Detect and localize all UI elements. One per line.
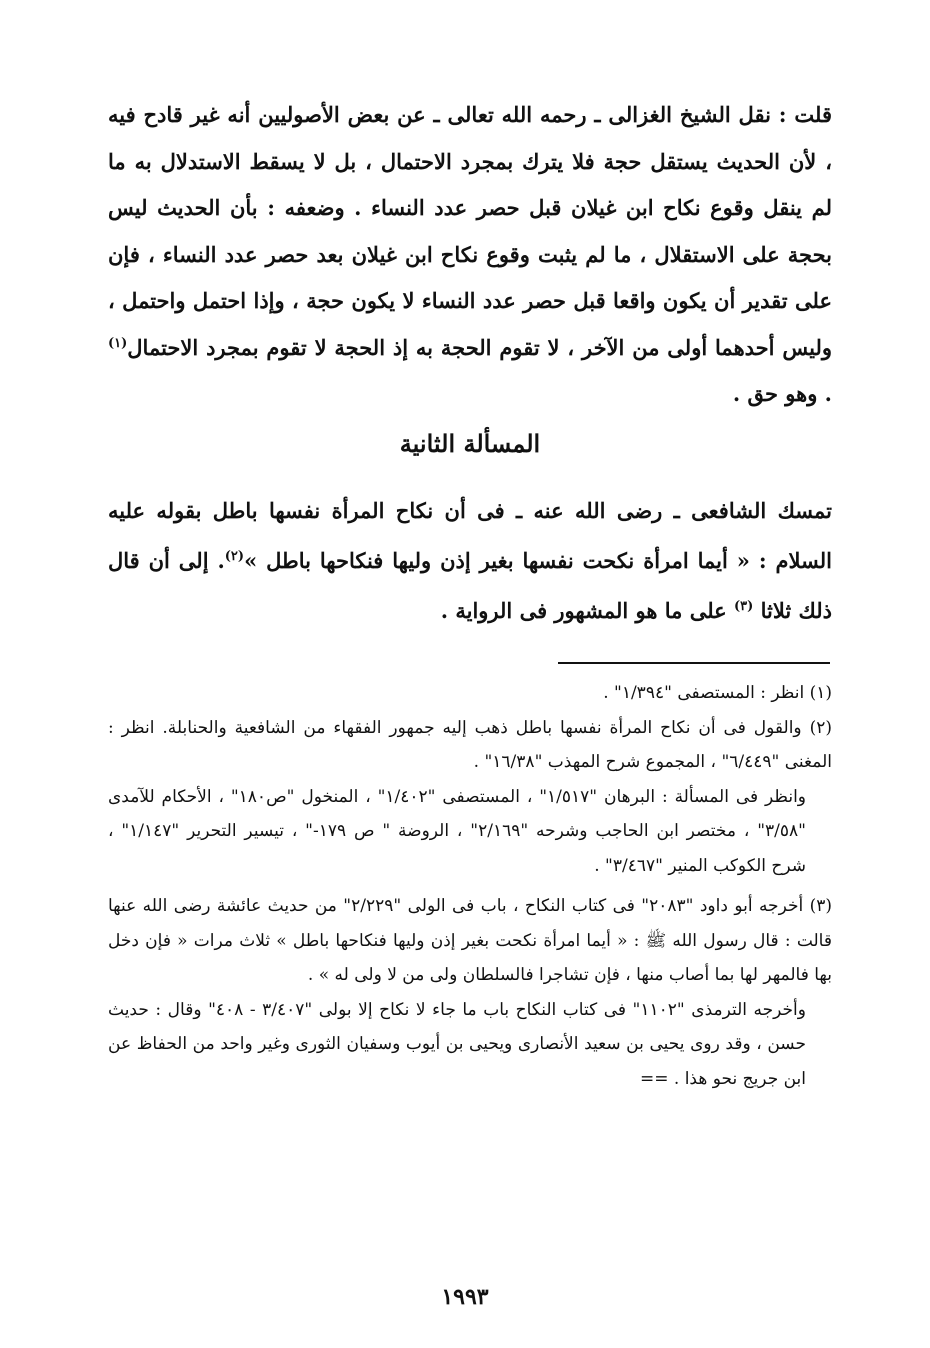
second-paragraph [108,486,832,636]
footnote-ref-3: (٣) [734,599,754,614]
paragraph-1-text: قلت : نقل الشيخ الغزالى ـ رحمه الله تعالى ـ عن بعض الأصوليين أنه غير قادح فيه ، لأن الحديث يستقل حجة فلا يترك بمجرد الاحتمال ، بل لا يسقط الاستدلال به ما لم ينقل وقوع نكاح ابن غيلان قبل حصر عدد النساء . وضعفه : بأن الحديث ليس بحجة على الاستقلال ، ما لم يثبت وقوع نكاح ابن غيلان بعد حصر عدد النساء ، فإن على تقدير أن يكون واقعا قبل حصر عدد النساء لا يكون حجة ، وإذا احتمل واحتمل ، وليس أحدهما أولى من الآخر ، لا تقوم الحجة به إذ الحجة لا تقوم بمجرد الاحتمال [108,102,832,360]
footnotes [108,676,832,1096]
footnote-ref-1: (١) [108,335,128,351]
paragraph-2-part-2: . إلى أن قال ذلك ثلاثا [108,548,832,623]
section-heading: المسألة الثانية [399,429,541,458]
main-paragraph [108,92,832,418]
footnote-2-continued: وانظر فى المسألة : البرهان "١/٥١٧" ، المستصفى "١/٤٠٢" ، المنخول "ص١٨٠" ، الأحكام للآمدى "٣/٥٨" ، مختصر ابن الحاجب وشرحه "٢/١٦٩" ، الروضة " ص ١٧٩-" ، تيسير التحرير "١/١٤٧" ، شرح الكوكب المنير "٣/٤٦٧" . [108,786,807,876]
page-number: ١٩٩٣ [441,1284,489,1310]
paragraph-2-part-1: تمسك الشافعى ـ رضى الله عنه ـ فى أن نكاح المرأة نفسها باطل بقوله عليه السلام : « أيما امرأة نكحت نفسها بغير إذن وليها فنكاحها باطل » [108,498,832,573]
footnote-1: (١) انظر : المستصفى "١/٣٩٤" . [603,683,832,703]
paragraph-2 [108,486,832,636]
paragraph-2-part-3: على ما هو المشهور فى الرواية . [440,598,734,623]
footnote-separator [558,662,830,664]
footnote-2: (٢) والقول فى أن نكاح المرأة نفسها باطل ذهب إليه جمهور الفقهاء من الشافعية والحنابلة. انظر : المغنى "٦/٤٤٩" ، المجموع شرح المهذب "١٦/٣٨" . [108,717,832,772]
paragraph-1 [108,92,832,418]
footnote-ref-2: (٢) [224,549,245,564]
footnote-3: (٣) أخرجه أبو داود "٢٠٨٣" فى كتاب النكاح ، باب فى الولى "٢/٢٢٩" من حديث عائشة رضى الله عنها قالت : قال رسول الله ﷺ : « أيما امرأة نكحت بغير إذن وليها فنكاحها باطل » ثلاث مرات « فإن دخل بها فالمهر لها بما أصاب منها ، فإن تشاجرا فالسلطان ولى من لا ولى له » . [108,896,832,985]
footnote-3-continued: وأخرجه الترمذى "١١٠٢" فى كتاب النكاح باب ما جاء لا نكاح إلا بولى "٣/٤٠٧ - ٤٠٨" وقال : حديث حسن ، وقد روى يحيى بن سعيد الأنصارى ويحيى بن أيوب وسفيان الثورى وغير واحد من الحفاظ عن ابن جريج نحو هذا . == [108,999,806,1089]
paragraph-1-end: . وهو حق . [732,381,832,406]
